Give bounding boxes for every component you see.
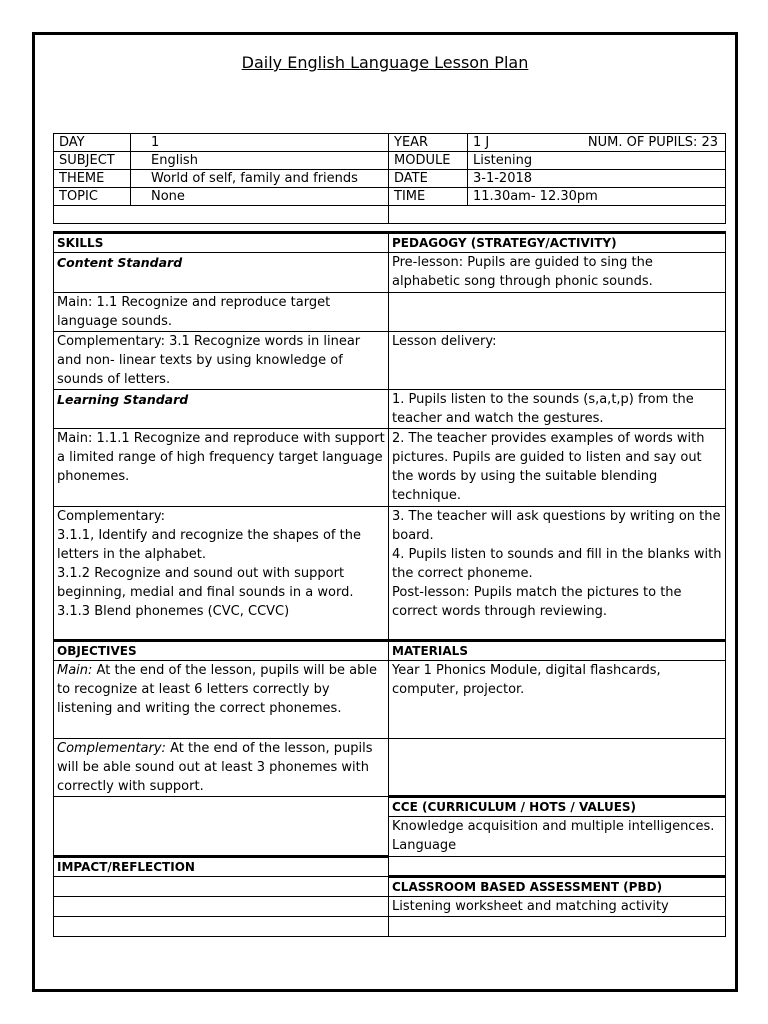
blank-cell	[54, 797, 389, 857]
objectives-main-text: At the end of the lesson, pupils will be able to recognize at least 6 letters correctly by listening and writing the correct phonemes.	[57, 663, 377, 716]
impact-header-row	[54, 857, 726, 877]
blank-cell	[54, 917, 389, 937]
pbd-text-row	[54, 897, 726, 917]
time-label: TIME	[389, 188, 468, 206]
info-row-blank	[54, 206, 726, 224]
cce-header-row	[54, 797, 726, 817]
objectives-header: OBJECTIVES	[54, 641, 389, 661]
objectives-comp-text: At the end of the lesson, pupils will be able sound out at least 3 phonemes with correctly with support.	[57, 741, 373, 794]
blank-cell	[389, 857, 726, 877]
module-label: MODULE	[389, 152, 468, 170]
pbd-header-row	[54, 877, 726, 897]
year-value: 1 J	[473, 135, 490, 150]
materials-text: Year 1 Phonics Module, digital flashcards, computer, projector.	[389, 661, 726, 739]
objectives-comp-cell	[54, 739, 389, 797]
learning-main-text: Main: 1.1.1 Recognize and reproduce with support a limited range of high frequency target language phonemes.	[54, 429, 389, 507]
blank-cell	[54, 897, 389, 917]
pre-lesson-text: Pre-lesson: Pupils are guided to sing the alphabetic song through phonic sounds.	[389, 253, 726, 293]
info-table	[53, 133, 726, 224]
module-value: Listening	[468, 152, 726, 170]
objectives-main-cell	[54, 661, 389, 739]
objectives-main-label: Main:	[57, 663, 93, 678]
blank-cell	[389, 739, 726, 797]
pbd-text: Listening worksheet and matching activity	[389, 897, 726, 917]
objectives-comp-row	[54, 739, 726, 797]
date-label: DATE	[389, 170, 468, 188]
final-blank-row	[54, 917, 726, 937]
skills-header-row	[54, 233, 726, 253]
document-title: Daily English Language Lesson Plan	[241, 53, 529, 72]
day-value: 1	[131, 134, 389, 152]
blank-cell	[389, 293, 726, 332]
pedagogy-header: PEDAGOGY (STRATEGY/ACTIVITY)	[389, 233, 726, 253]
blank-cell	[54, 877, 389, 897]
blank-cell	[389, 206, 726, 224]
objectives-main-row	[54, 661, 726, 739]
skills-complementary-row	[54, 332, 726, 390]
pbd-header: CLASSROOM BASED ASSESSMENT (PBD)	[389, 877, 726, 897]
objectives-comp-label: Complementary:	[57, 741, 166, 756]
info-row-day	[54, 134, 726, 152]
cce-header: CCE (CURRICULUM / HOTS / VALUES)	[389, 797, 726, 817]
skills-header: SKILLS	[54, 233, 389, 253]
subject-value: English	[131, 152, 389, 170]
learning-complementary-text: Complementary: 3.1.1, Identify and recognize the shapes of the letters in the alphabet. 3.1.2 Recognize and sound out with support beginning, medial and final sounds in a word. 3.1.3 Blend phonemes (CVC, CCVC)	[54, 507, 389, 641]
skills-main-row	[54, 293, 726, 332]
time-value: 11.30am- 12.30pm	[468, 188, 726, 206]
year-label: YEAR	[389, 134, 468, 152]
cce-text: Knowledge acquisition and multiple intelligences. Language	[389, 817, 726, 857]
pedagogy-step-3: 3. The teacher will ask questions by writing on the board. 4. Pupils listen to sounds and fill in the blanks with the correct phoneme. Post-lesson: Pupils match the pictures to the correct words through reviewing.	[389, 507, 726, 641]
day-label: DAY	[54, 134, 131, 152]
pupils-count: NUM. OF PUPILS: 23	[587, 135, 718, 150]
learning-main-row	[54, 429, 726, 507]
info-row-topic	[54, 188, 726, 206]
lesson-plan-page	[32, 32, 738, 992]
content-standard-label: Content Standard	[54, 253, 389, 293]
blank-cell	[54, 206, 389, 224]
pedagogy-step-2: 2. The teacher provides examples of words with pictures. Pupils are guided to listen and say out the words by using the suitable blending technique.	[389, 429, 726, 507]
theme-label: THEME	[54, 170, 131, 188]
learning-standard-row	[54, 390, 726, 429]
date-value: 3-1-2018	[468, 170, 726, 188]
impact-header: IMPACT/REFLECTION	[54, 857, 389, 877]
topic-label: TOPIC	[54, 188, 131, 206]
lesson-delivery-label: Lesson delivery:	[389, 332, 726, 390]
skills-main-text: Main: 1.1 Recognize and reproduce target language sounds.	[54, 293, 389, 332]
skills-complementary-text: Complementary: 3.1 Recognize words in linear and non- linear texts by using knowledge of sounds of letters.	[54, 332, 389, 390]
topic-value: None	[131, 188, 389, 206]
year-cell	[468, 134, 726, 152]
learning-standard-label: Learning Standard	[54, 390, 389, 429]
materials-header: MATERIALS	[389, 641, 726, 661]
content-standard-row	[54, 253, 726, 293]
lesson-table	[53, 231, 726, 937]
objectives-header-row	[54, 641, 726, 661]
learning-complementary-row	[54, 507, 726, 641]
info-row-theme	[54, 170, 726, 188]
info-row-subject	[54, 152, 726, 170]
blank-cell	[389, 917, 726, 937]
theme-value: World of self, family and friends	[131, 170, 389, 188]
subject-label: SUBJECT	[54, 152, 131, 170]
pedagogy-step-1: 1. Pupils listen to the sounds (s,a,t,p) from the teacher and watch the gestures.	[389, 390, 726, 429]
